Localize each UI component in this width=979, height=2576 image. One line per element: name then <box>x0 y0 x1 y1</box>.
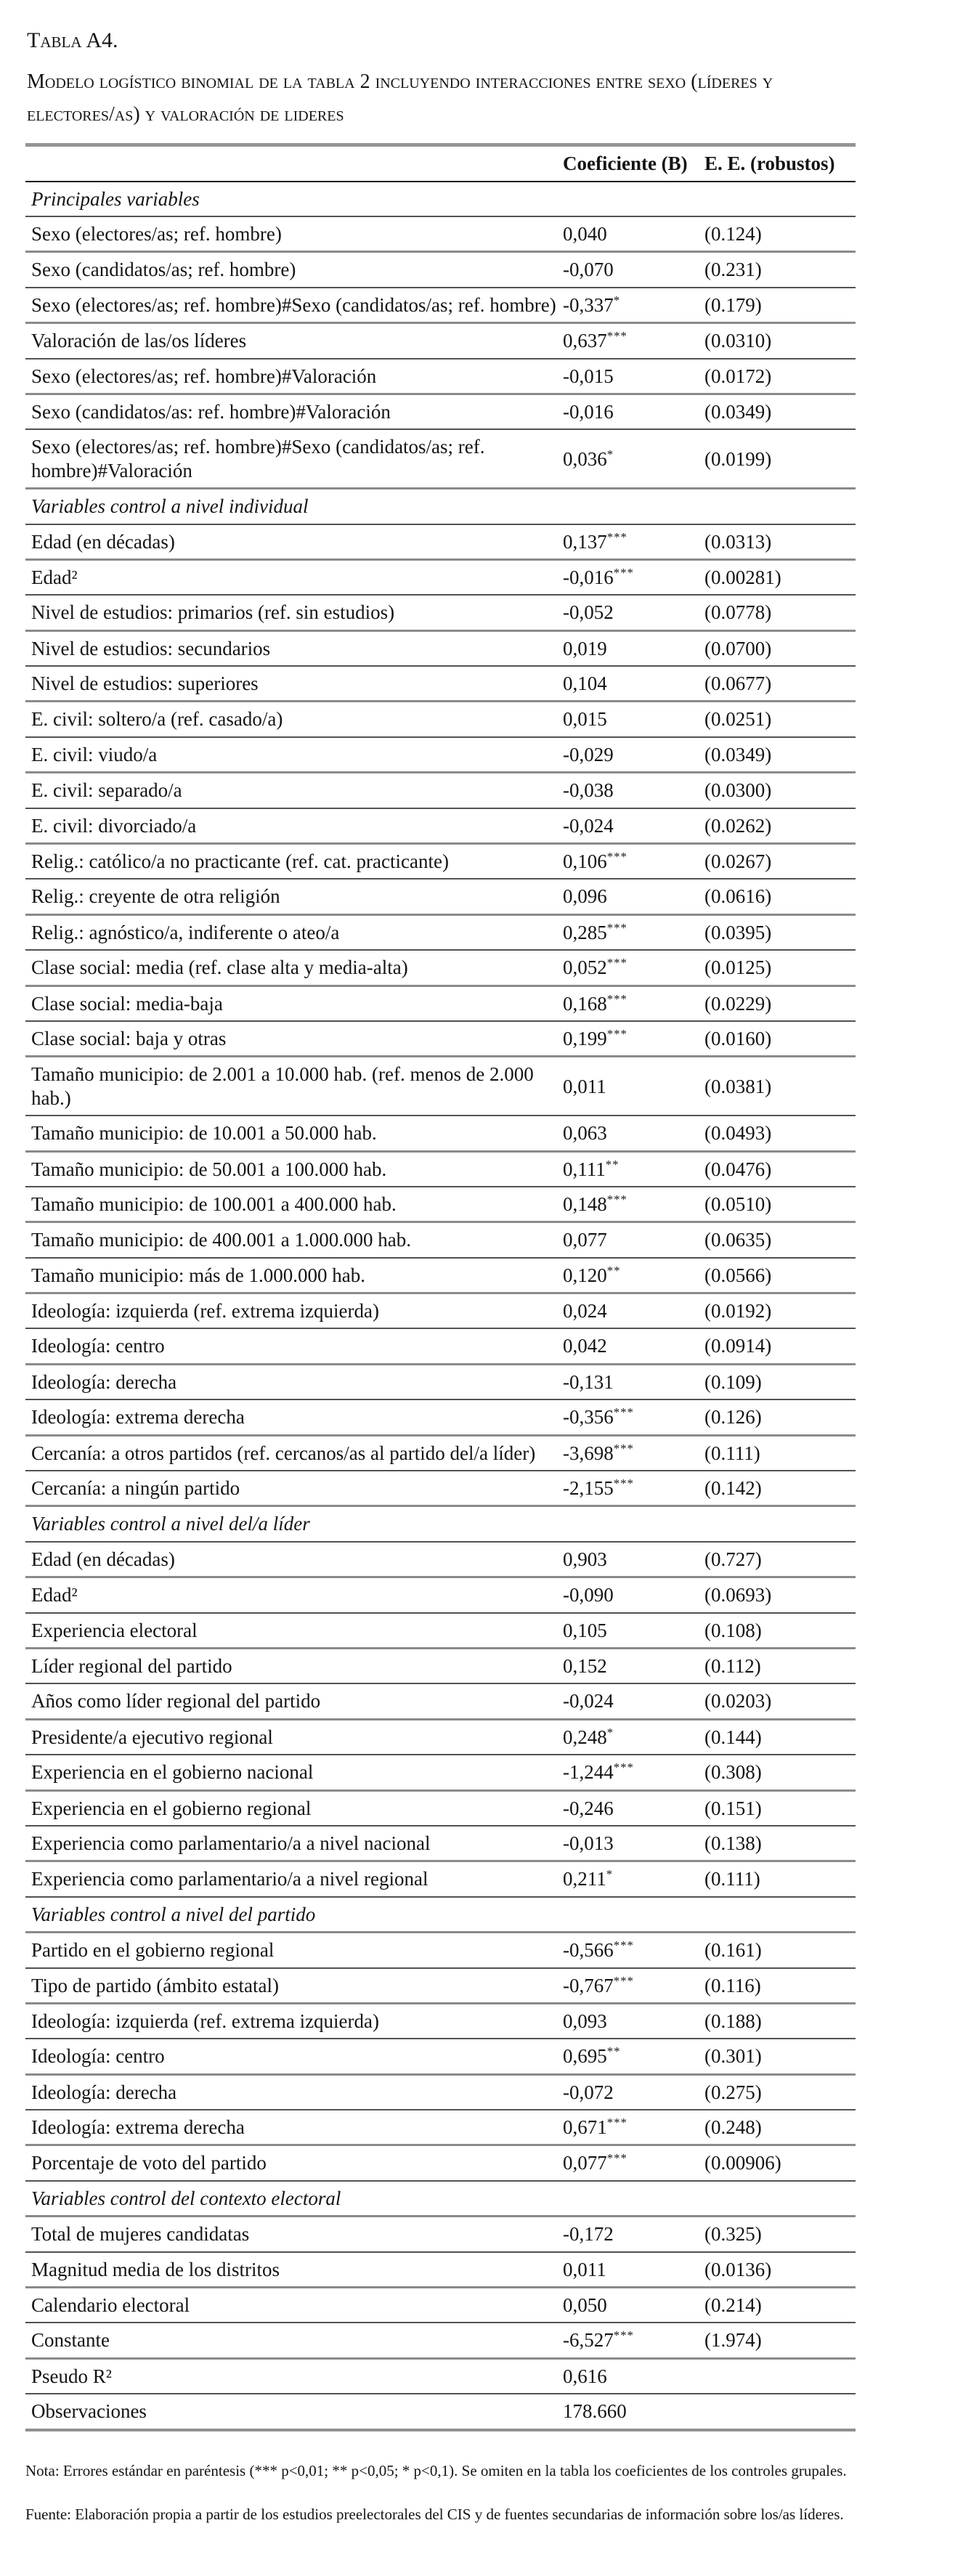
table-row <box>25 2039 856 2074</box>
standard-error-value <box>704 2358 856 2394</box>
coefficient-value: 0,168*** <box>563 986 704 1021</box>
significance-stars: ** <box>606 2044 621 2059</box>
standard-error-value: (0.301) <box>704 2039 856 2074</box>
table-row <box>25 1683 856 1719</box>
standard-error-value: (0.0349) <box>704 394 856 429</box>
coefficient-value: 0,063 <box>563 1116 704 1151</box>
table-row <box>25 2288 856 2323</box>
standard-error-value: (0.0616) <box>704 879 856 914</box>
table-row <box>25 879 856 914</box>
coefficient-value: -1,244*** <box>563 1755 704 1790</box>
coefficient-value: 0,637*** <box>563 323 704 359</box>
variable-label: Experiencia en el gobierno nacional <box>25 1755 563 1790</box>
significance-stars: * <box>613 293 621 307</box>
header-row <box>25 145 856 182</box>
standard-error-value: (0.138) <box>704 1826 856 1861</box>
standard-error-value: (0.0566) <box>704 1258 856 1293</box>
table-row <box>25 1649 856 1684</box>
table-row <box>25 1116 856 1151</box>
source-text: Fuente: Elaboración propia a partir de los estudios preelectorales del CIS y de fuentes secundarias de información sobre los/as líderes. <box>25 2506 844 2524</box>
coefficient-value: 0,616 <box>563 2358 704 2394</box>
variable-label: Sexo (electores/as; ref. hombre)#Sexo (candidatos/as; ref. hombre)#Valoración <box>25 429 563 488</box>
standard-error-value: (0.0229) <box>704 986 856 1021</box>
variable-label: Presidente/a ejecutivo regional <box>25 1719 563 1755</box>
column-header-se: E. E. (robustos) <box>704 145 856 182</box>
standard-error-value: (0.0476) <box>704 1151 856 1187</box>
standard-error-value: (0.116) <box>704 1968 856 2004</box>
table-row <box>25 1542 856 1577</box>
table-row <box>25 1151 856 1187</box>
coefficient-value: -0,070 <box>563 252 704 288</box>
standard-error-value: (0.325) <box>704 2217 856 2252</box>
standard-error-value: (0.0395) <box>704 914 856 950</box>
significance-stars: ** <box>606 1263 621 1277</box>
coefficient-value: 0,695** <box>563 2039 704 2074</box>
variable-label: E. civil: viudo/a <box>25 737 563 773</box>
variable-label: Relig.: católico/a no practicante (ref. cat. practicante) <box>25 844 563 879</box>
coefficient-value: -2,155*** <box>563 1471 704 1506</box>
variable-label: Edad (en décadas) <box>25 1542 563 1577</box>
section-row <box>25 182 856 216</box>
table-row <box>25 773 856 808</box>
standard-error-value: (0.0172) <box>704 359 856 394</box>
coefficient-value: 0,105 <box>563 1613 704 1649</box>
variable-label: Pseudo R² <box>25 2358 563 2394</box>
section-row <box>25 2181 856 2217</box>
coefficient-value: -0,016*** <box>563 559 704 595</box>
significance-stars: ** <box>605 1157 620 1171</box>
variable-label: Ideología: izquierda (ref. extrema izquierda) <box>25 2003 563 2039</box>
table-row <box>25 1968 856 2004</box>
table-row <box>25 1861 856 1897</box>
section-label: Variables control a nivel individual <box>25 489 856 524</box>
standard-error-value: (0.179) <box>704 288 856 323</box>
variable-label: E. civil: separado/a <box>25 773 563 808</box>
standard-error-value: (0.0313) <box>704 524 856 560</box>
coefficient-value: -0,072 <box>563 2074 704 2110</box>
table-row <box>25 1399 856 1435</box>
significance-stars: *** <box>606 2116 627 2130</box>
standard-error-value: (0.124) <box>704 216 856 252</box>
variable-label: Líder regional del partido <box>25 1649 563 1684</box>
variable-label: Clase social: media-baja <box>25 986 563 1021</box>
variable-label: Sexo (electores/as; ref. hombre)#Valoración <box>25 359 563 394</box>
variable-label: Cercanía: a ningún partido <box>25 1471 563 1506</box>
coefficient-value: 0,052*** <box>563 950 704 986</box>
variable-label: Nivel de estudios: superiores <box>25 666 563 702</box>
variable-label: Ideología: derecha <box>25 1364 563 1399</box>
variable-label: Cercanía: a otros partidos (ref. cercanos/as al partido del/a líder) <box>25 1435 563 1471</box>
coefficient-value: -0,024 <box>563 808 704 844</box>
coefficient-value: 0,106*** <box>563 844 704 879</box>
table-row <box>25 914 856 950</box>
standard-error-value: (0.151) <box>704 1790 856 1826</box>
table-row <box>25 1187 856 1222</box>
variable-label: Tamaño municipio: más de 1.000.000 hab. <box>25 1258 563 1293</box>
table-row <box>25 1328 856 1364</box>
standard-error-value: (0.0700) <box>704 630 856 666</box>
table-header <box>25 145 856 182</box>
variable-label: Experiencia electoral <box>25 1613 563 1649</box>
coefficient-value: -0,767*** <box>563 1968 704 2004</box>
standard-error-value: (0.0677) <box>704 666 856 702</box>
variable-label: Sexo (candidatos/as; ref. hombre) <box>25 252 563 288</box>
section-row <box>25 1506 856 1542</box>
standard-error-value: (0.108) <box>704 1613 856 1649</box>
table-row <box>25 252 856 288</box>
table-row <box>25 524 856 560</box>
variable-label: Edad² <box>25 1577 563 1613</box>
standard-error-value: (0.0203) <box>704 1683 856 1719</box>
table-body <box>25 182 856 2430</box>
coefficient-value: -0,029 <box>563 737 704 773</box>
coefficient-value: -0,016 <box>563 394 704 429</box>
variable-label: Nivel de estudios: secundarios <box>25 630 563 666</box>
regression-table <box>25 143 856 2431</box>
table-row <box>25 702 856 737</box>
variable-label: Ideología: centro <box>25 2039 563 2074</box>
table-row <box>25 2074 856 2110</box>
coefficient-value: -0,246 <box>563 1790 704 1826</box>
coefficient-value: -0,172 <box>563 2217 704 2252</box>
table-row <box>25 808 856 844</box>
significance-stars: *** <box>606 991 627 1006</box>
coefficient-value: -0,038 <box>563 773 704 808</box>
table-row <box>25 2394 856 2429</box>
column-header-coefficient: Coeficiente (B) <box>563 145 704 182</box>
variable-label: Experiencia como parlamentario/a a nivel nacional <box>25 1826 563 1861</box>
significance-stars: *** <box>606 529 627 544</box>
variable-label: Magnitud media de los distritos <box>25 2252 563 2288</box>
section-row <box>25 1897 856 1933</box>
standard-error-value: (0.112) <box>704 1649 856 1684</box>
table-row <box>25 950 856 986</box>
significance-stars: *** <box>613 1938 634 1953</box>
variable-label: Ideología: extrema derecha <box>25 1399 563 1435</box>
standard-error-value: (0.144) <box>704 1719 856 1755</box>
standard-error-value: (0.0693) <box>704 1577 856 1613</box>
coefficient-value: 0,042 <box>563 1328 704 1364</box>
section-label: Principales variables <box>25 182 856 216</box>
coefficient-value: 0,050 <box>563 2288 704 2323</box>
standard-error-value: (0.0267) <box>704 844 856 879</box>
table-row <box>25 630 856 666</box>
standard-error-value: (0.0349) <box>704 737 856 773</box>
table-row <box>25 844 856 879</box>
coefficient-value: 0,199*** <box>563 1021 704 1057</box>
coefficient-value: 0,104 <box>563 666 704 702</box>
variable-label: Valoración de las/os líderes <box>25 323 563 359</box>
table-row <box>25 2110 856 2145</box>
table-row <box>25 2323 856 2358</box>
standard-error-value: (0.727) <box>704 1542 856 1577</box>
standard-error-value: (0.00281) <box>704 559 856 595</box>
table-row <box>25 1021 856 1057</box>
standard-error-value: (0.275) <box>704 2074 856 2110</box>
table-row <box>25 1471 856 1506</box>
coefficient-value: -0,337* <box>563 288 704 323</box>
standard-error-value: (0.00906) <box>704 2145 856 2181</box>
coefficient-value: -0,013 <box>563 1826 704 1861</box>
significance-stars: *** <box>613 1760 634 1775</box>
coefficient-value: 0,120** <box>563 1258 704 1293</box>
standard-error-value: (0.161) <box>704 1933 856 1968</box>
coefficient-value: 0,211* <box>563 1861 704 1897</box>
variable-label: Tamaño municipio: de 100.001 a 400.000 hab. <box>25 1187 563 1222</box>
variable-label: Ideología: derecha <box>25 2074 563 2110</box>
standard-error-value: (0.0192) <box>704 1293 856 1329</box>
standard-error-value: (0.0310) <box>704 323 856 359</box>
table-row <box>25 737 856 773</box>
variable-label: Años como líder regional del partido <box>25 1683 563 1719</box>
coefficient-value: 0,903 <box>563 1542 704 1577</box>
standard-error-value: (1.974) <box>704 2323 856 2358</box>
standard-error-value: (0.0493) <box>704 1116 856 1151</box>
coefficient-value: 0,011 <box>563 1057 704 1116</box>
coefficient-value: 0,671*** <box>563 2110 704 2145</box>
variable-label: Constante <box>25 2323 563 2358</box>
variable-label: Tamaño municipio: de 400.001 a 1.000.000 hab. <box>25 1222 563 1258</box>
variable-label: Sexo (candidatos/as: ref. hombre)#Valoración <box>25 394 563 429</box>
coefficient-value: 0,096 <box>563 879 704 914</box>
significance-stars: *** <box>606 850 627 864</box>
standard-error-value: (0.0125) <box>704 950 856 986</box>
coefficient-value: 0,077 <box>563 1222 704 1258</box>
table-row <box>25 2217 856 2252</box>
table-notes <box>25 2459 959 2527</box>
variable-label: Sexo (electores/as; ref. hombre) <box>25 216 563 252</box>
table-row <box>25 2252 856 2288</box>
coefficient-value: -3,698*** <box>563 1435 704 1471</box>
variable-label: Sexo (electores/as; ref. hombre)#Sexo (candidatos/as; ref. hombre) <box>25 288 563 323</box>
variable-label: Edad² <box>25 559 563 595</box>
coefficient-value: -0,131 <box>563 1364 704 1399</box>
significance-stars: *** <box>613 1973 634 1988</box>
table-row <box>25 1613 856 1649</box>
coefficient-value: 0,248* <box>563 1719 704 1755</box>
table-row <box>25 1057 856 1116</box>
standard-error-value: (0.142) <box>704 1471 856 1506</box>
variable-label: Total de mujeres candidatas <box>25 2217 563 2252</box>
coefficient-value: 0,137*** <box>563 524 704 560</box>
standard-error-value: (0.0300) <box>704 773 856 808</box>
standard-error-value: (0.0262) <box>704 808 856 844</box>
coefficient-value: 0,036* <box>563 429 704 488</box>
table-row <box>25 986 856 1021</box>
coefficient-value: 0,077*** <box>563 2145 704 2181</box>
coefficient-value: 0,285*** <box>563 914 704 950</box>
variable-label: Calendario electoral <box>25 2288 563 2323</box>
table-row <box>25 359 856 394</box>
standard-error-value: (0.111) <box>704 1435 856 1471</box>
table-row <box>25 2003 856 2039</box>
variable-label: Partido en el gobierno regional <box>25 1933 563 1968</box>
variable-label: Tamaño municipio: de 2.001 a 10.000 hab. (ref. menos de 2.000 hab.) <box>25 1057 563 1116</box>
variable-label: Experiencia en el gobierno regional <box>25 1790 563 1826</box>
table-row <box>25 394 856 429</box>
variable-label: E. civil: divorciado/a <box>25 808 563 844</box>
significance-stars: *** <box>613 1405 634 1420</box>
coefficient-value: -6,527*** <box>563 2323 704 2358</box>
table-row <box>25 429 856 488</box>
standard-error-value: (0.109) <box>704 1364 856 1399</box>
table-title: Tabla A4. <box>27 28 118 52</box>
coefficient-value: 0,148*** <box>563 1187 704 1222</box>
significance-stars: * <box>606 1725 614 1739</box>
section-label: Variables control del contexto electoral <box>25 2181 856 2217</box>
variable-label: Edad (en décadas) <box>25 524 563 560</box>
column-header-variable <box>25 145 563 182</box>
coefficient-value: -0,356*** <box>563 1399 704 1435</box>
table-row <box>25 595 856 630</box>
variable-label: Clase social: media (ref. clase alta y media-alta) <box>25 950 563 986</box>
significance-stars: *** <box>613 1476 634 1491</box>
table-row <box>25 1293 856 1329</box>
significance-stars: *** <box>613 1441 634 1455</box>
standard-error-value: (0.111) <box>704 1861 856 1897</box>
standard-error-value: (0.231) <box>704 252 856 288</box>
table-row <box>25 323 856 359</box>
significance-stars: * <box>606 447 614 461</box>
standard-error-value: (0.214) <box>704 2288 856 2323</box>
coefficient-value: -0,015 <box>563 359 704 394</box>
table-row <box>25 2145 856 2181</box>
standard-error-value: (0.0199) <box>704 429 856 488</box>
variable-label: Nivel de estudios: primarios (ref. sin estudios) <box>25 595 563 630</box>
standard-error-value: (0.248) <box>704 2110 856 2145</box>
table-row <box>25 1258 856 1293</box>
standard-error-value: (0.0251) <box>704 702 856 737</box>
variable-label: Porcentaje de voto del partido <box>25 2145 563 2181</box>
coefficient-value: -0,090 <box>563 1577 704 1613</box>
variable-label: Ideología: izquierda (ref. extrema izquierda) <box>25 1293 563 1329</box>
table-row <box>25 1933 856 1968</box>
section-row <box>25 489 856 524</box>
table-row <box>25 1435 856 1471</box>
table-row <box>25 559 856 595</box>
standard-error-value: (0.0381) <box>704 1057 856 1116</box>
coefficient-value: 0,011 <box>563 2252 704 2288</box>
significance-stars: *** <box>606 1192 627 1206</box>
standard-error-value: (0.0160) <box>704 1021 856 1057</box>
significance-stars: *** <box>606 1026 627 1041</box>
coefficient-value: -0,052 <box>563 595 704 630</box>
standard-error-value: (0.126) <box>704 1399 856 1435</box>
significance-stars: *** <box>606 2151 627 2166</box>
standard-error-value <box>704 2394 856 2429</box>
variable-label: Tamaño municipio: de 10.001 a 50.000 hab. <box>25 1116 563 1151</box>
table-row <box>25 1755 856 1790</box>
table-row <box>25 666 856 702</box>
significance-stars: *** <box>606 920 627 935</box>
table-row <box>25 216 856 252</box>
coefficient-value: 0,019 <box>563 630 704 666</box>
note-text: Nota: Errores estándar en paréntesis (*** p<0,01; ** p<0,05; * p<0,1). Se omiten en la tabla los coeficientes de los controles grupales. <box>25 2461 847 2479</box>
standard-error-value: (0.308) <box>704 1755 856 1790</box>
section-label: Variables control a nivel del partido <box>25 1897 856 1933</box>
coefficient-value: 0,111** <box>563 1151 704 1187</box>
table-row <box>25 1826 856 1861</box>
table-subtitle: Modelo logístico binomial de la tabla 2 incluyendo interacciones entre sexo (líderes y electores/as) y valoración de lideres <box>27 70 773 126</box>
coefficient-value: 0,040 <box>563 216 704 252</box>
table-row <box>25 1790 856 1826</box>
standard-error-value: (0.0635) <box>704 1222 856 1258</box>
variable-label: Ideología: centro <box>25 1328 563 1364</box>
table-row <box>25 1577 856 1613</box>
table-row <box>25 2358 856 2394</box>
standard-error-value: (0.0136) <box>704 2252 856 2288</box>
variable-label: Clase social: baja y otras <box>25 1021 563 1057</box>
standard-error-value: (0.0778) <box>704 595 856 630</box>
coefficient-value: -0,024 <box>563 1683 704 1719</box>
variable-label: Tamaño municipio: de 50.001 a 100.000 hab. <box>25 1151 563 1187</box>
coefficient-value: 0,093 <box>563 2003 704 2039</box>
variable-label: Tipo de partido (ámbito estatal) <box>25 1968 563 2004</box>
standard-error-value: (0.188) <box>704 2003 856 2039</box>
significance-stars: *** <box>613 2328 634 2343</box>
coefficient-value: 0,024 <box>563 1293 704 1329</box>
coefficient-value: 0,152 <box>563 1649 704 1684</box>
standard-error-value: (0.0510) <box>704 1187 856 1222</box>
significance-stars: * <box>606 1867 614 1882</box>
variable-label: Relig.: creyente de otra religión <box>25 879 563 914</box>
table-row <box>25 1364 856 1399</box>
coefficient-value: 178.660 <box>563 2394 704 2429</box>
variable-label: Relig.: agnóstico/a, indiferente o ateo/a <box>25 914 563 950</box>
variable-label: E. civil: soltero/a (ref. casado/a) <box>25 702 563 737</box>
significance-stars: *** <box>613 565 634 580</box>
variable-label: Ideología: extrema derecha <box>25 2110 563 2145</box>
section-label: Variables control a nivel del/a líder <box>25 1506 856 1542</box>
variable-label: Experiencia como parlamentario/a a nivel regional <box>25 1861 563 1897</box>
table-row <box>25 1222 856 1258</box>
significance-stars: *** <box>606 329 627 344</box>
coefficient-value: -0,566*** <box>563 1933 704 1968</box>
variable-label: Observaciones <box>25 2394 563 2429</box>
coefficient-value: 0,015 <box>563 702 704 737</box>
standard-error-value: (0.0914) <box>704 1328 856 1364</box>
table-row <box>25 1719 856 1755</box>
significance-stars: *** <box>606 956 627 970</box>
table-row <box>25 288 856 323</box>
